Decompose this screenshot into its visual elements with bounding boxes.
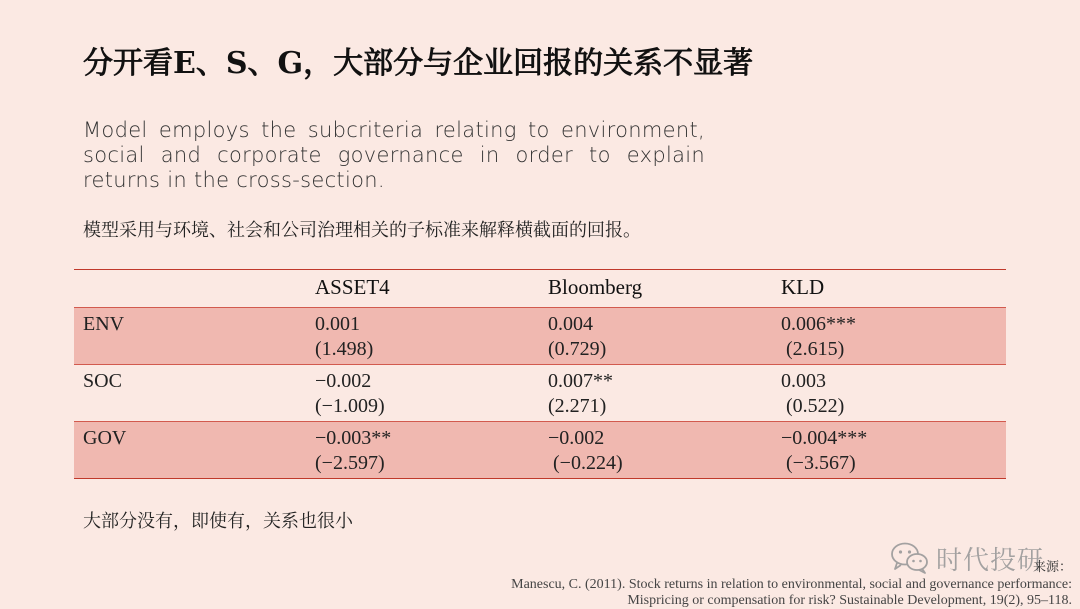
cell-gov-asset4: −0.003** (−2.597) — [315, 427, 392, 474]
watermark — [890, 538, 1044, 578]
cell-env-bloomberg: 0.004 (0.729) — [548, 313, 607, 360]
header-cell-kld: KLD — [781, 275, 825, 299]
cell-soc-kld: 0.003 (0.522) — [781, 370, 845, 417]
intro-chinese: 模型采用与环境、社会和公司治理相关的子标准来解释横截面的回报。 — [83, 220, 641, 241]
table-row-gov — [74, 421, 1006, 478]
row-label-soc: SOC — [83, 370, 122, 392]
citation-line-1: Manescu, C. (2011). Stock returns in relation to environmental, social and governance performance: — [511, 577, 1072, 592]
citation-line-2: Mispricing or compensation for risk? Sustainable Development, 19(2), 95–118. — [627, 593, 1072, 608]
table-row-env — [74, 307, 1006, 364]
wechat-icon — [890, 541, 930, 575]
cell-env-kld: 0.006*** (2.615) — [781, 313, 856, 360]
intro-english: Model employs the subcriteria relating to environment, social and corporate governance in order to explain returns in the cross-section. — [83, 118, 705, 192]
row-label-gov: GOV — [83, 427, 127, 449]
results-table — [74, 269, 1006, 479]
cell-gov-kld: −0.004*** (−3.567) — [781, 427, 868, 474]
conclusion-note: 大部分没有，即使有，关系也很小 — [83, 511, 353, 532]
cell-soc-asset4: −0.002 (−1.009) — [315, 370, 385, 417]
watermark-text: 时代投研 — [936, 545, 1045, 576]
citation — [372, 577, 1072, 609]
cell-env-asset4: 0.001 (1.498) — [315, 313, 374, 360]
header-cell-asset4: ASSET4 — [315, 275, 390, 299]
cell-gov-bloomberg: −0.002 (−0.224) — [548, 427, 623, 474]
row-label-env: ENV — [83, 313, 125, 335]
cell-soc-bloomberg: 0.007** (2.271) — [548, 370, 613, 417]
table-row-soc — [74, 364, 1006, 421]
page-title: 分开看E、S、G，大部分与企业回报的关系不显著 — [83, 46, 754, 81]
source-label: 来源： — [1033, 560, 1073, 575]
header-cell-bloomberg: Bloomberg — [548, 275, 643, 299]
table-header-row — [74, 270, 1006, 307]
